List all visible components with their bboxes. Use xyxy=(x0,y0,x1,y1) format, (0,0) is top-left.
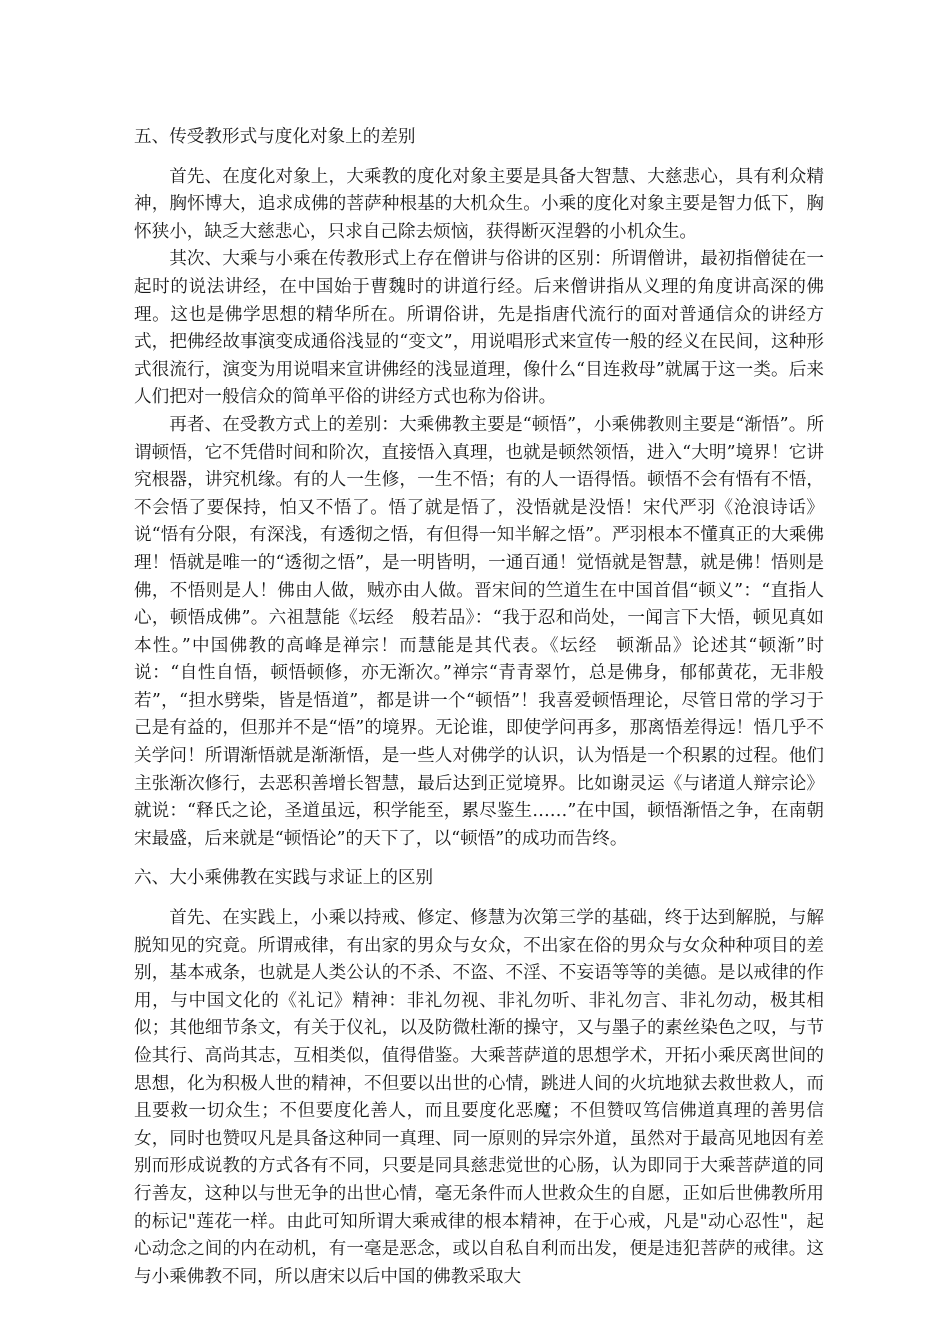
paragraph-sengjiang-sujiang: 其次、大乘与小乘在传教形式上存在僧讲与俗讲的区别：所谓僧讲，最初指僧徒在一起时的说法讲经，在中国始于曹魏时的讲道行经。后来僧讲指从义理的角度讲高深的佛理。这也是佛学思想的精华所在。所谓俗讲，先是指唐代流行的面对普通信众的讲经方式，把佛经故事演变成通俗浅显的“变文”，用说唱形式来宣传一般的经义在民间，这种形式很流行，演变为用说唱来宣讲佛经的浅显道理，像什么“目连救母”就属于这一类。后来人们把对一般信众的简单平俗的讲经方式也称为俗讲。 xyxy=(134,249,824,408)
section-heading-6: 六、大小乘佛教在实践与求证上的区别 xyxy=(134,868,434,889)
document-page xyxy=(134,124,824,1291)
section-heading-5: 五、传受教形式与度化对象上的差别 xyxy=(134,127,416,147)
paragraph-dunwu-jianwu: 再者、在受教方式上的差别：大乘佛教主要是“顿悟”，小乘佛教则主要是“渐悟”。所谓顿悟，它不凭借时间和阶次，直接悟入真理，也就是顿然领悟，进入“大明”境界！它讲究根器，讲究机缘。有的人一生修，一生不悟；有的人一语得悟。顿悟不会有悟有不悟，不会悟了要保持，怕又不悟了。悟了就是悟了，没悟就是没悟！宋代严羽《沧浪诗话》说“悟有分限，有深浅，有透彻之悟，有但得一知半解之悟”。严羽根本不懂真正的大乘佛理！悟就是唯一的“透彻之悟”，是一明皆明，一通百通！觉悟就是智慧，就是佛！悟则是佛，不悟则是人！佛由人做，贼亦由人做。晋宋间的竺道生在中国首倡“顿义”：“直指人心，顿悟成佛”。六祖慧能《坛经 般若品》：“我于忍和尚处，一闻言下大悟，顿见真如本性。”中国佛教的高峰是禅宗！而慧能是其代表。《坛经 顿渐品》论述其“顿渐”时说：“自性自悟，顿悟顿修，亦无渐次。”禅宗“青青翠竹，总是佛身，郁郁黄花，无非般若”，“担水劈柴，皆是悟道”，都是讲一个“顿悟”！我喜爱顿悟理论，尽管日常的学习于己是有益的，但那并不是“悟”的境界。无论谁，即使学问再多，那离悟差得远！悟几乎不关学问！所谓渐悟就是渐渐悟，是一些人对佛学的认识，认为悟是一个积累的过程。他们主张渐次修行，去恶积善增长智慧，最后达到正觉境界。比如谢灵运《与诸道人辩宗论》就说：“释氏之论，圣道虽远，积学能至，累尽鉴生……”在中国，顿悟渐悟之争，在南朝宋最盛，后来就是“顿悟论”的天下了，以“顿悟”的成功而告终。 xyxy=(134,414,824,849)
paragraph-shijian: 首先、在实践上，小乘以持戒、修定、修慧为次第三学的基础，终于达到解脱，与解脱知见的究竟。所谓戒律，有出家的男众与女众，不出家在俗的男众与女众种种项目的差别，基本戒条，也就是人类公认的不杀、不盗、不淫、不妄语等等的美德。是以戒律的作用，与中国文化的《礼记》精神：非礼勿视、非礼勿听、非礼勿言、非礼勿动，极其相似；其他细节条文，有关于仪礼，以及防微杜渐的操守，又与墨子的素丝染色之叹，与节俭其行、高尚其志，互相类似，值得借鉴。大乘菩萨道的思想学术，开拓小乘厌离世间的思想，化为积极人世的精神，不但要以出世的心情，跳进人间的火坑地狱去救世救人，而且要救一切众生；不但要度化善人，而且要度化恶魔；不但赞叹笃信佛道真理的善男信女，同时也赞叹凡是具备这种同一真理、同一原则的异宗外道，虽然对于最高见地因有差别而形成说教的方式各有不同，只要是同具慈悲觉世的心肠，认为即同于大乘菩萨道的同行善友，这种以与世无争的出世心情，毫无条件而人世救众生的自愿，正如后世佛教所用的标记"莲花一样。由此可知所谓大乘戒律的根本精神，在于心戒，凡是"动心忍性"，起心动念之间的内在动机，有一毫是恶念，或以自私自利而出发，便是违犯菩萨的戒律。这与小乘佛教不同，所以唐宋以后中国的佛教采取大 xyxy=(134,908,824,1287)
paragraph-dehua-duixiang: 首先、在度化对象上，大乘教的度化对象主要是具备大智慧、大慈悲心，具有利众精神，胸怀博大，追求成佛的菩萨种根基的大机众生。小乘的度化对象主要是智力低下，胸怀狭小，缺乏大慈悲心，只求自己除去烦恼，获得断灭涅磐的小机众生。 xyxy=(134,166,824,242)
